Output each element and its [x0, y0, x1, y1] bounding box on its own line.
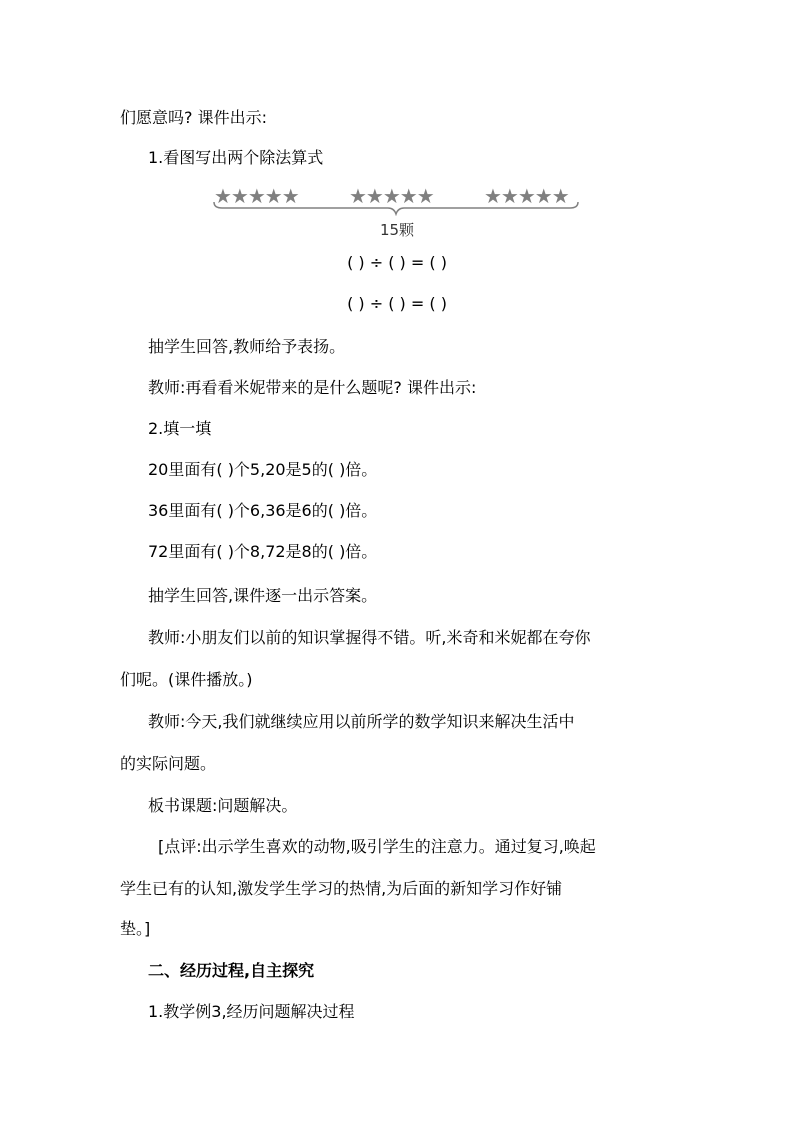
star-group-2: ★★★★★	[349, 184, 434, 208]
text-line: 板书课题:问题解决。	[148, 796, 298, 815]
exercise-heading: 2.填一填	[148, 419, 212, 438]
text-line: 们愿意吗? 课件出示:	[120, 108, 267, 127]
text-line: 1.教学例3,经历问题解决过程	[148, 1002, 355, 1021]
figure-caption: 15颗	[379, 221, 415, 239]
text-line: 教师:再看看米妮带来的是什么题呢? 课件出示:	[148, 378, 477, 397]
equation-blank-1: ( ) ÷ ( ) = ( )	[347, 253, 447, 272]
equation-blank-2: ( ) ÷ ( ) = ( )	[347, 294, 447, 313]
text-line: 的实际问题。	[120, 754, 217, 773]
text-line: 抽学生回答,课件逐一出示答案。	[148, 586, 378, 605]
comment-line: 学生已有的认知,激发学生学习的热情,为后面的新知学习作好铺	[120, 879, 563, 898]
text-line: 们呢。(课件播放。)	[120, 670, 253, 689]
brace-icon	[212, 200, 580, 216]
comment-line: 垫。]	[120, 919, 151, 938]
star-group-1: ★★★★★	[214, 184, 299, 208]
section-heading: 二、经历过程,自主探究	[148, 961, 315, 980]
text-line: 抽学生回答,教师给予表扬。	[148, 337, 346, 356]
star-group-3: ★★★★★	[484, 184, 569, 208]
fill-blank-item: 20里面有( )个5,20是5的( )倍。	[148, 460, 378, 479]
text-line: 教师:小朋友们以前的知识掌握得不错。听,米奇和米妮都在夸你	[148, 628, 591, 647]
exercise-heading: 1.看图写出两个除法算式	[148, 148, 324, 167]
text-line: 教师:今天,我们就继续应用以前所学的数学知识来解决生活中	[148, 712, 575, 731]
comment-line: [点评:出示学生喜欢的动物,吸引学生的注意力。通过复习,唤起	[158, 837, 596, 856]
fill-blank-item: 36里面有( )个6,36是6的( )倍。	[148, 501, 378, 520]
fill-blank-item: 72里面有( )个8,72是8的( )倍。	[148, 542, 378, 561]
